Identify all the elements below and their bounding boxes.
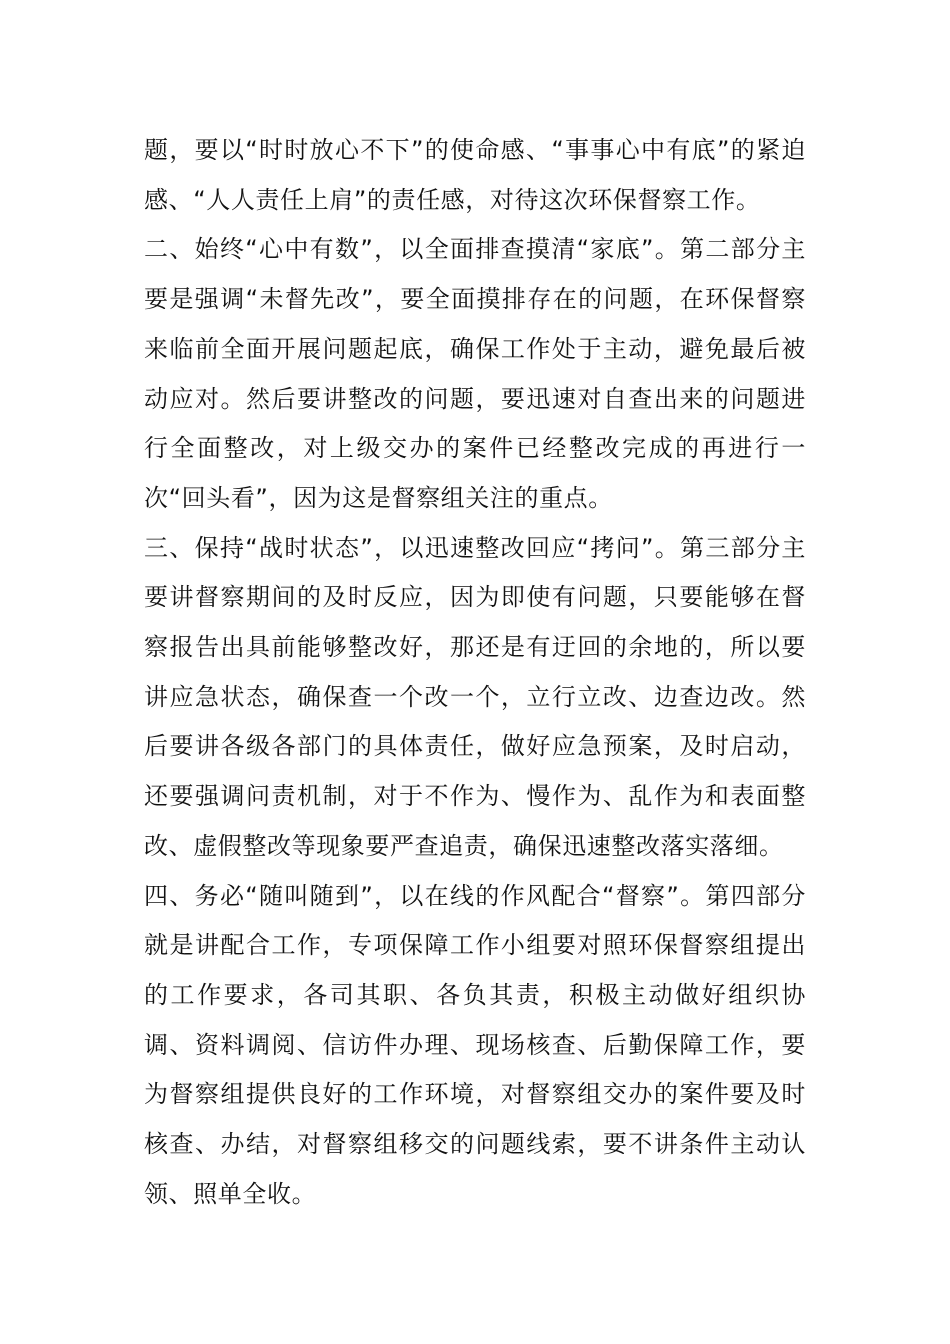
paragraph-section-three: 三、保持“战时状态”，以迅速整改回应“拷问”。第三部分主要讲督察期间的及时反应，因为即使有问题，只要能够在督察报告出具前能够整改好，那还是有迂回的余地的，所以要讲应急状态，确保查一个改一个，立行立改、边查边改。然后要讲各级各部门的具体责任，做好应急预案，及时启动，还要强调问责机制，对于不作为、慢作为、乱作为和表面整改、虚假整改等现象要严查追责，确保迅速整改落实落细。: [144, 533, 806, 860]
paragraph-section-two: 二、始终“心中有数”，以全面排查摸清“家底”。第二部分主要是强调“未督先改”，要全面摸排存在的问题，在环保督察来临前全面开展问题起底，确保工作处于主动，避免最后被动应对。然后要讲整改的问题，要迅速对自查出来的问题进行全面整改，对上级交办的案件已经整改完成的再进行一次“回头看”，因为这是督察组关注的重点。: [144, 235, 806, 512]
document-body: [144, 126, 806, 1219]
paragraph-continuation: 题，要以“时时放心不下”的使命感、“事事心中有底”的紧迫感、“人人责任上肩”的责任感，对待这次环保督察工作。: [144, 136, 806, 214]
paragraph-section-four: 四、务必“随叫随到”，以在线的作风配合“督察”。第四部分就是讲配合工作，专项保障工作小组要对照环保督察组提出的工作要求，各司其职、各负其责，积极主动做好组织协调、资料调阅、信访件办理、现场核查、后勤保障工作，要为督察组提供良好的工作环境，对督察组交办的案件要及时核查、办结，对督察组移交的问题线索，要不讲条件主动认领、照单全收。: [144, 881, 806, 1208]
